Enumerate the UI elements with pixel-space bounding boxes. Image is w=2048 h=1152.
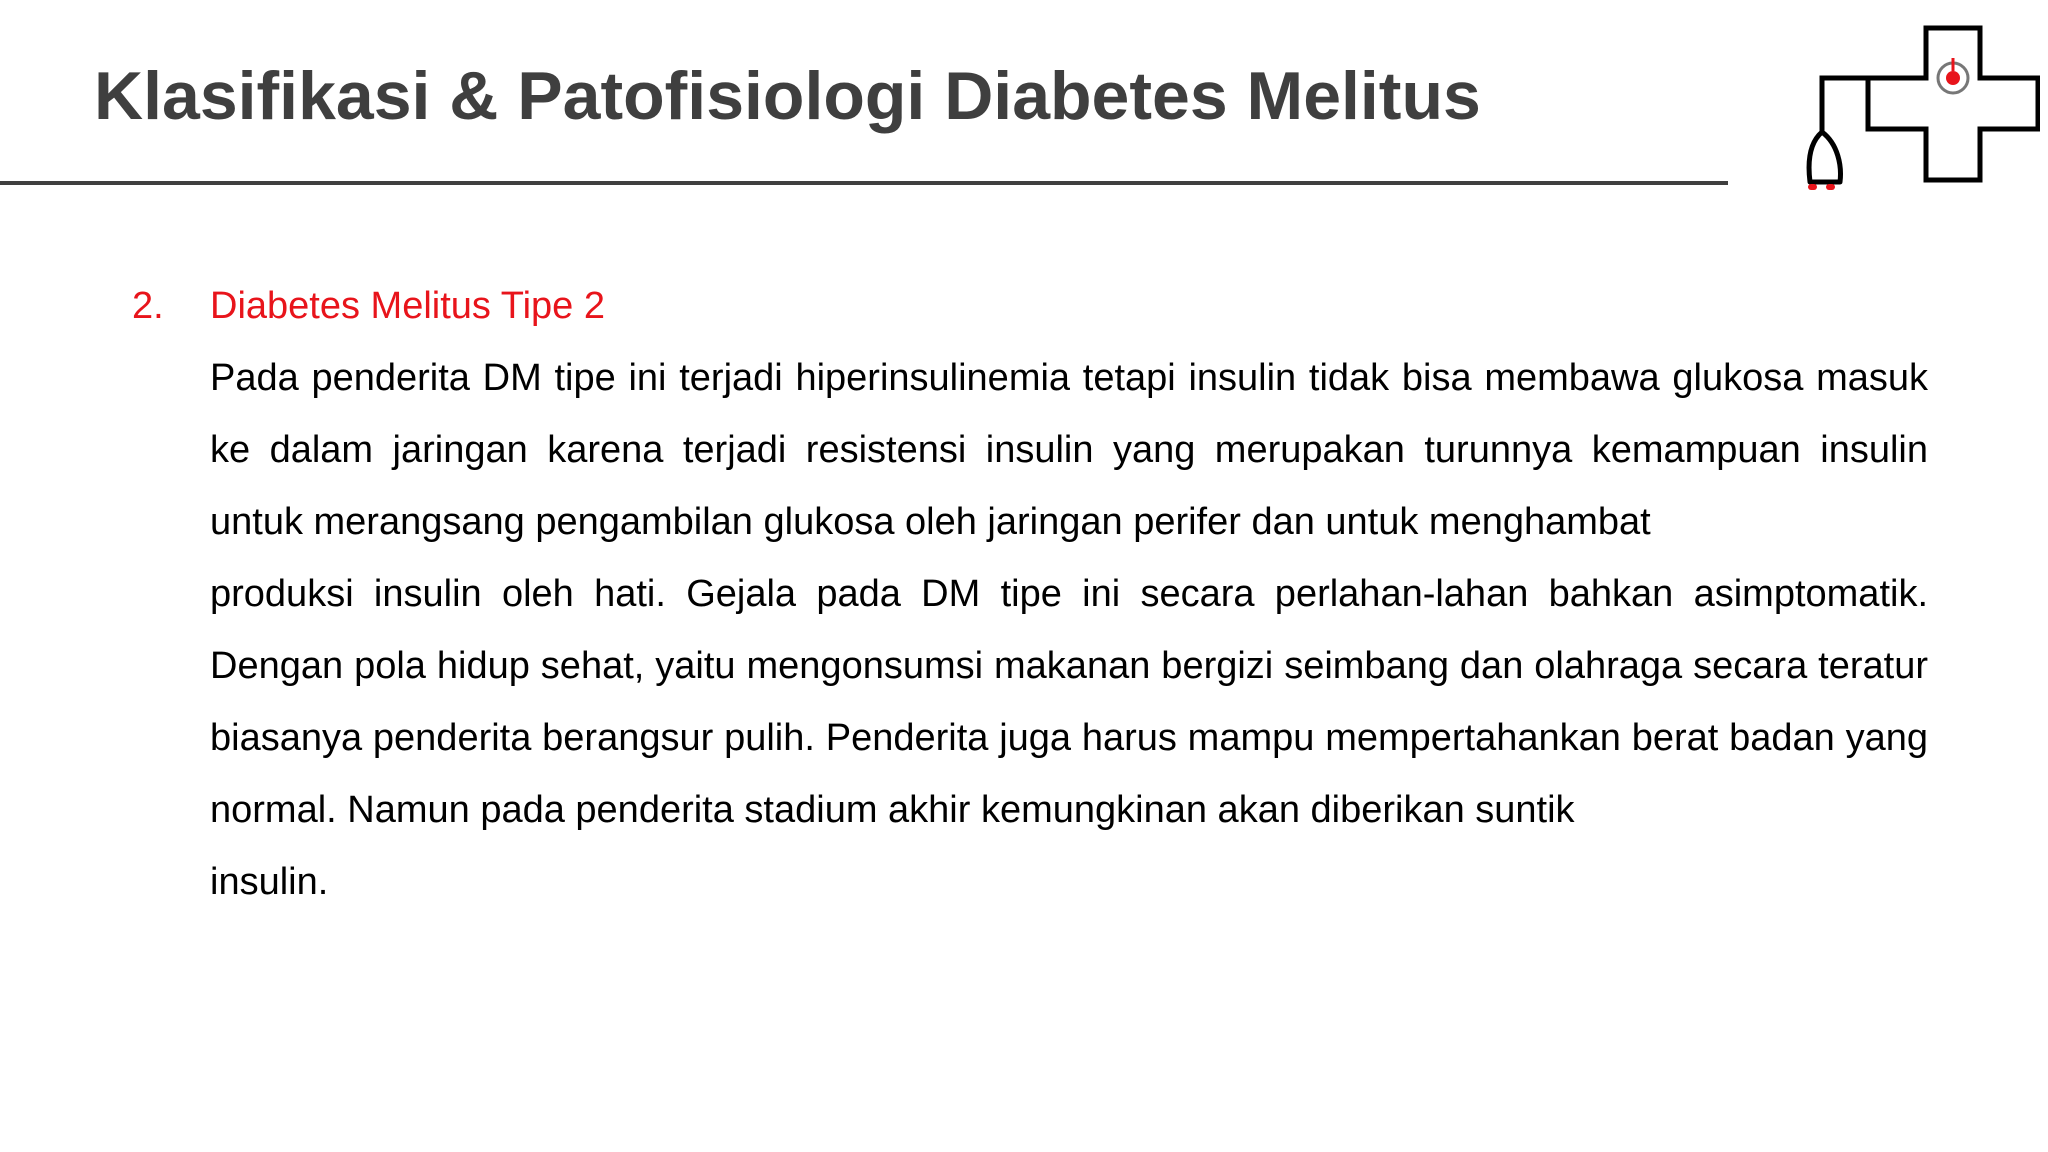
list-number: 2. [132, 285, 164, 327]
body-paragraph-1: Pada penderita DM tipe ini terjadi hiperinsulinemia tetapi insulin tidak bisa membawa glukosa masuk ke dalam jaringan karena terjadi resistensi insulin yang merupakan turunnya kemampuan insulin untuk merangsang pengambilan glukosa oleh jaringan perifer dan untuk menghambat [210, 357, 1928, 543]
ear-tip-left [1808, 184, 1817, 190]
list-heading: Diabetes Melitus Tipe 2 [210, 285, 605, 327]
stethoscope-chestpiece-dot [1946, 71, 1960, 85]
ear-tip-right [1826, 184, 1835, 190]
body-text [210, 342, 1928, 918]
stethoscope-tube [1822, 78, 1868, 132]
stethoscope-earpiece [1809, 132, 1840, 182]
body-paragraph-3: insulin. [210, 861, 329, 903]
stethoscope-medical-cross-icon [1804, 22, 2040, 200]
medical-cross-outline [1868, 28, 2038, 180]
body-paragraph-2: produksi insulin oleh hati. Gejala pada DM tipe ini secara perlahan-lahan bahkan asimptomatik. Dengan pola hidup sehat, yaitu mengonsumsi makanan bergizi seimbang dan olahraga secara teratur biasanya penderita berangsur pulih. Penderita juga harus mampu mempertahankan berat badan yang normal. Namun pada penderita stadium akhir kemungkinan akan diberikan suntik [210, 573, 1928, 831]
title-divider [0, 181, 1728, 185]
slide-title: Klasifikasi & Patofisiologi Diabetes Melitus [94, 58, 1481, 134]
slide-content [132, 270, 1928, 918]
list-item [132, 270, 1928, 342]
